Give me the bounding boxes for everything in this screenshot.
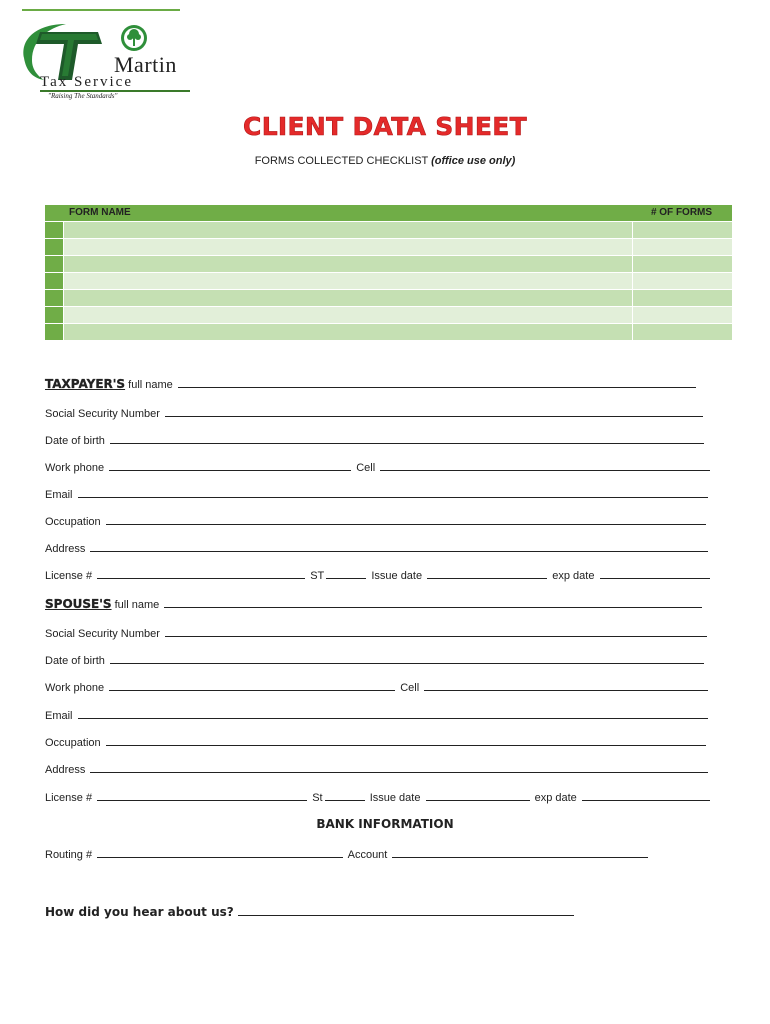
row-marker xyxy=(45,256,64,272)
spouse-phone-line xyxy=(45,680,710,694)
referral-line xyxy=(45,904,574,919)
taxpayer-email-label: Email xyxy=(45,489,73,501)
spouse-cell-label: Cell xyxy=(400,682,420,694)
form-count-cell[interactable] xyxy=(633,222,732,238)
checklist-subtitle-main: FORMS COLLECTED CHECKLIST xyxy=(254,155,429,167)
spouse-exp-date-field[interactable] xyxy=(582,790,710,801)
page-title: CLIENT DATA SHEET xyxy=(243,112,527,141)
form-name-cell[interactable] xyxy=(64,239,633,255)
table-row xyxy=(45,323,732,340)
taxpayer-full-name-label: full name xyxy=(128,379,173,391)
header-form-count: # OF FORMS xyxy=(650,207,713,218)
spouse-occupation-line xyxy=(45,735,708,749)
spouse-exp-date-label: exp date xyxy=(534,792,577,804)
spouse-email-label: Email xyxy=(45,710,73,722)
spouse-dob-label: Date of birth xyxy=(45,655,105,667)
company-logo xyxy=(18,18,178,102)
taxpayer-cell-field[interactable] xyxy=(380,460,710,471)
spouse-license-field[interactable] xyxy=(97,790,307,801)
taxpayer-license-field[interactable] xyxy=(97,568,305,579)
taxpayer-email-field[interactable] xyxy=(78,487,708,498)
form-name-cell[interactable] xyxy=(64,324,633,340)
spouse-name-line xyxy=(45,597,704,611)
spouse-license-line xyxy=(45,790,712,804)
taxpayer-dob-line xyxy=(45,433,706,447)
spouse-full-name-field[interactable] xyxy=(164,597,702,608)
form-count-cell[interactable] xyxy=(633,290,732,306)
table-row xyxy=(45,238,732,255)
referral-question: How did you hear about us? xyxy=(45,905,234,919)
bank-line xyxy=(45,847,650,861)
spouse-address-field[interactable] xyxy=(90,762,708,773)
table-row xyxy=(45,255,732,272)
spouse-occupation-label: Occupation xyxy=(45,737,101,749)
spouse-occupation-field[interactable] xyxy=(106,735,706,746)
taxpayer-exp-date-label: exp date xyxy=(552,570,595,582)
taxpayer-occupation-field[interactable] xyxy=(106,514,706,525)
spouse-st-field[interactable] xyxy=(325,790,365,801)
taxpayer-cell-label: Cell xyxy=(356,462,376,474)
spouse-cell-field[interactable] xyxy=(424,680,708,691)
spouse-dob-line xyxy=(45,653,706,667)
taxpayer-address-line xyxy=(45,541,710,555)
taxpayer-st-label: ST xyxy=(310,570,325,582)
routing-label: Routing # xyxy=(45,849,93,861)
taxpayer-dob-field[interactable] xyxy=(110,433,704,444)
referral-field[interactable] xyxy=(238,904,574,916)
form-name-cell[interactable] xyxy=(64,256,633,272)
account-label: Account xyxy=(347,849,388,861)
spouse-email-field[interactable] xyxy=(78,708,708,719)
spouse-full-name-label: full name xyxy=(114,599,160,611)
taxpayer-issue-date-label: Issue date xyxy=(371,570,423,582)
form-name-cell[interactable] xyxy=(64,290,633,306)
row-marker xyxy=(45,239,64,255)
form-name-cell[interactable] xyxy=(64,273,633,289)
logo-service: Tax Service xyxy=(40,74,134,90)
taxpayer-dob-label: Date of birth xyxy=(45,435,105,447)
form-count-cell[interactable] xyxy=(633,239,732,255)
form-count-cell[interactable] xyxy=(633,324,732,340)
form-name-cell[interactable] xyxy=(64,222,633,238)
row-marker xyxy=(45,290,64,306)
taxpayer-ssn-label: Social Security Number xyxy=(45,408,160,420)
header-marker-cell xyxy=(45,205,64,221)
logo-name: Martin xyxy=(114,52,177,77)
spouse-ssn-label: Social Security Number xyxy=(45,628,160,640)
account-field[interactable] xyxy=(392,847,648,858)
logo-slogan: "Raising The Standards" xyxy=(48,92,118,100)
row-marker xyxy=(45,273,64,289)
spouse-license-label: License # xyxy=(45,792,93,804)
spouse-ssn-field[interactable] xyxy=(165,626,707,637)
form-count-cell[interactable] xyxy=(633,256,732,272)
forms-checklist-table xyxy=(45,205,732,340)
taxpayer-address-label: Address xyxy=(45,543,86,555)
header-form-name: FORM NAME xyxy=(69,207,131,218)
taxpayer-work-phone-label: Work phone xyxy=(45,462,105,474)
taxpayer-section-label: TAXPAYER'S xyxy=(45,377,126,391)
spouse-work-phone-field[interactable] xyxy=(109,680,395,691)
form-name-cell[interactable] xyxy=(64,307,633,323)
checklist-subtitle xyxy=(0,155,770,167)
row-marker xyxy=(45,222,64,238)
taxpayer-license-line xyxy=(45,568,712,582)
table-row xyxy=(45,221,732,238)
taxpayer-ssn-field[interactable] xyxy=(165,406,703,417)
table-row xyxy=(45,289,732,306)
spouse-issue-date-field[interactable] xyxy=(426,790,530,801)
spouse-section-label: SPOUSE'S xyxy=(45,597,112,611)
taxpayer-full-name-field[interactable] xyxy=(178,377,696,388)
spouse-ssn-line xyxy=(45,626,709,640)
spouse-st-label: St xyxy=(312,792,323,804)
taxpayer-st-field[interactable] xyxy=(326,568,366,579)
taxpayer-exp-date-field[interactable] xyxy=(600,568,710,579)
spouse-email-line xyxy=(45,708,710,722)
spouse-issue-date-label: Issue date xyxy=(369,792,421,804)
taxpayer-issue-date-field[interactable] xyxy=(427,568,547,579)
table-row xyxy=(45,306,732,323)
taxpayer-email-line xyxy=(45,487,710,501)
row-marker xyxy=(45,307,64,323)
spouse-address-label: Address xyxy=(45,764,86,776)
taxpayer-ssn-line xyxy=(45,406,705,420)
table-header xyxy=(45,205,732,221)
checklist-subtitle-note: (office use only) xyxy=(431,155,516,167)
form-count-cell[interactable] xyxy=(633,307,732,323)
taxpayer-occupation-line xyxy=(45,514,708,528)
spouse-work-phone-label: Work phone xyxy=(45,682,105,694)
spouse-dob-field[interactable] xyxy=(110,653,704,664)
taxpayer-license-label: License # xyxy=(45,570,93,582)
bank-info-heading: BANK INFORMATION xyxy=(316,817,454,831)
routing-field[interactable] xyxy=(97,847,343,858)
spouse-address-line xyxy=(45,762,710,776)
row-marker xyxy=(45,324,64,340)
logo-top-line xyxy=(22,9,180,11)
taxpayer-phone-line xyxy=(45,460,712,474)
form-count-cell[interactable] xyxy=(633,273,732,289)
taxpayer-name-line xyxy=(45,377,698,391)
taxpayer-address-field[interactable] xyxy=(90,541,708,552)
taxpayer-occupation-label: Occupation xyxy=(45,516,101,528)
taxpayer-work-phone-field[interactable] xyxy=(109,460,351,471)
table-row xyxy=(45,272,732,289)
